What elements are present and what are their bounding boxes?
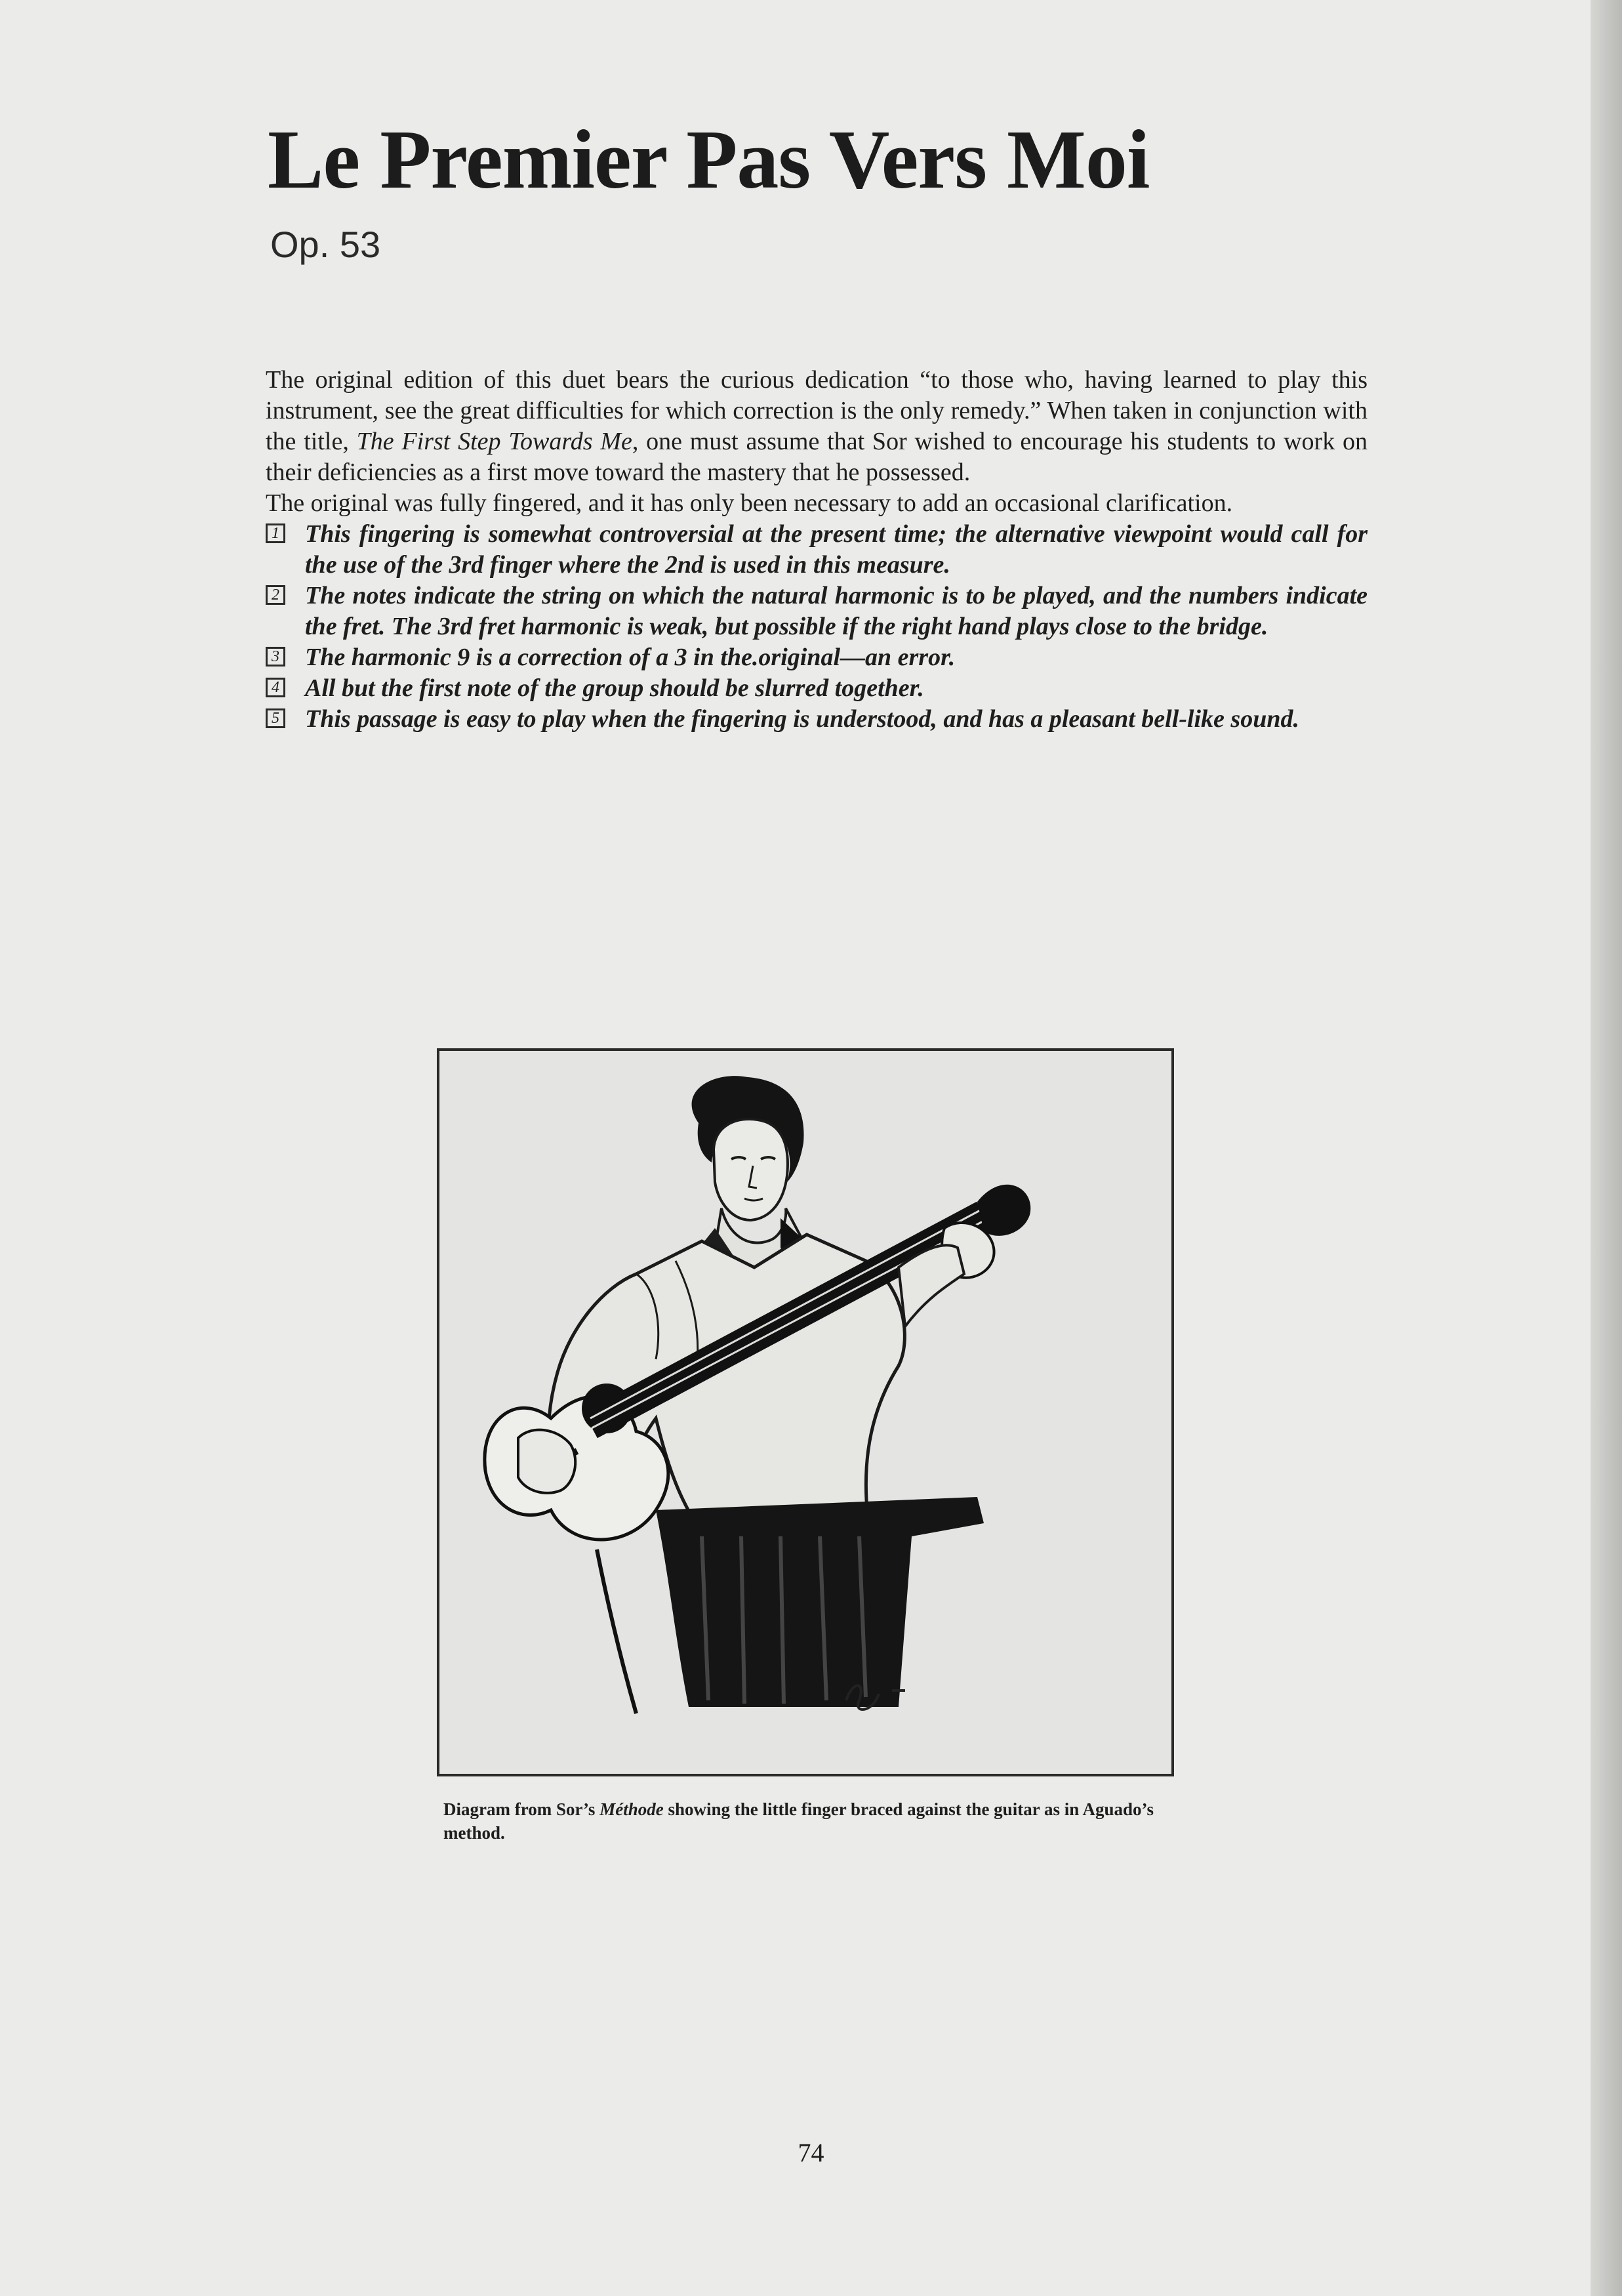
page-number: 74 [798, 2138, 824, 2167]
intro-text-after: , one must assume that Sor wished to encourage his students to work on their deficiencies as a first move toward the mastery that he possessed. [266, 428, 1368, 486]
page-title: Le Premier Pas Vers Moi [268, 113, 1150, 206]
figure-caption [443, 1797, 1178, 1845]
caption-text-after: showing the little finger braced against the guitar as in Aguado’s method. [443, 1799, 1154, 1843]
guitarist-drawing [439, 1051, 1171, 1774]
note-item [266, 519, 1368, 581]
caption-italic-title: Méthode [599, 1799, 664, 1819]
face-shape [714, 1119, 788, 1220]
introduction-text [266, 365, 1368, 735]
caption-text-before: Diagram from Sor’s [443, 1799, 600, 1819]
guitarist-illustration [437, 1048, 1174, 1776]
notes-list [266, 519, 1368, 735]
intro-text-before: The original edition of this duet bears the curious dedication “to those who, having learned to play this instrument, see the great difficulties for which correction is the only remedy.” When taken in conjunction with the title, [266, 366, 1368, 455]
note-item [266, 642, 1368, 673]
opus-number: Op. 53 [270, 224, 381, 265]
note-item [266, 704, 1368, 735]
note-text: This passage is easy to play when the fingering is understood, and has a pleasant bell-like sound. [305, 705, 1299, 733]
work-title-italic: The First Step Towards Me [356, 428, 632, 455]
note-marker-box: 3 [266, 647, 285, 666]
note-text: The harmonic 9 is a correction of a 3 in the.original—an error. [305, 644, 956, 671]
note-text: This fingering is somewhat controversial at the present time; the alternative viewpoint would call for the use of the 3rd finger where the 2nd is used in this measure. [305, 520, 1368, 579]
note-marker-box: 2 [266, 585, 285, 605]
intro-paragraph-1 [266, 365, 1368, 488]
leg-line [597, 1549, 636, 1713]
note-marker-box: 4 [266, 678, 285, 697]
note-text: The notes indicate the string on which the natural harmonic is to be played, and the numbers indicate the fret. The 3rd fret harmonic is weak, but possible if the right hand plays close to the bridge. [305, 582, 1368, 640]
note-item [266, 673, 1368, 704]
note-marker-box: 1 [266, 523, 285, 543]
note-marker-box: 5 [266, 708, 285, 728]
note-text: All but the first note of the group should be slurred together. [305, 674, 924, 702]
page-edge-shadow [1591, 0, 1622, 2296]
note-item [266, 581, 1368, 642]
intro-paragraph-2: The original was fully fingered, and it has only been necessary to add an occasional clarification. [266, 489, 1233, 517]
right-hand [518, 1430, 575, 1493]
